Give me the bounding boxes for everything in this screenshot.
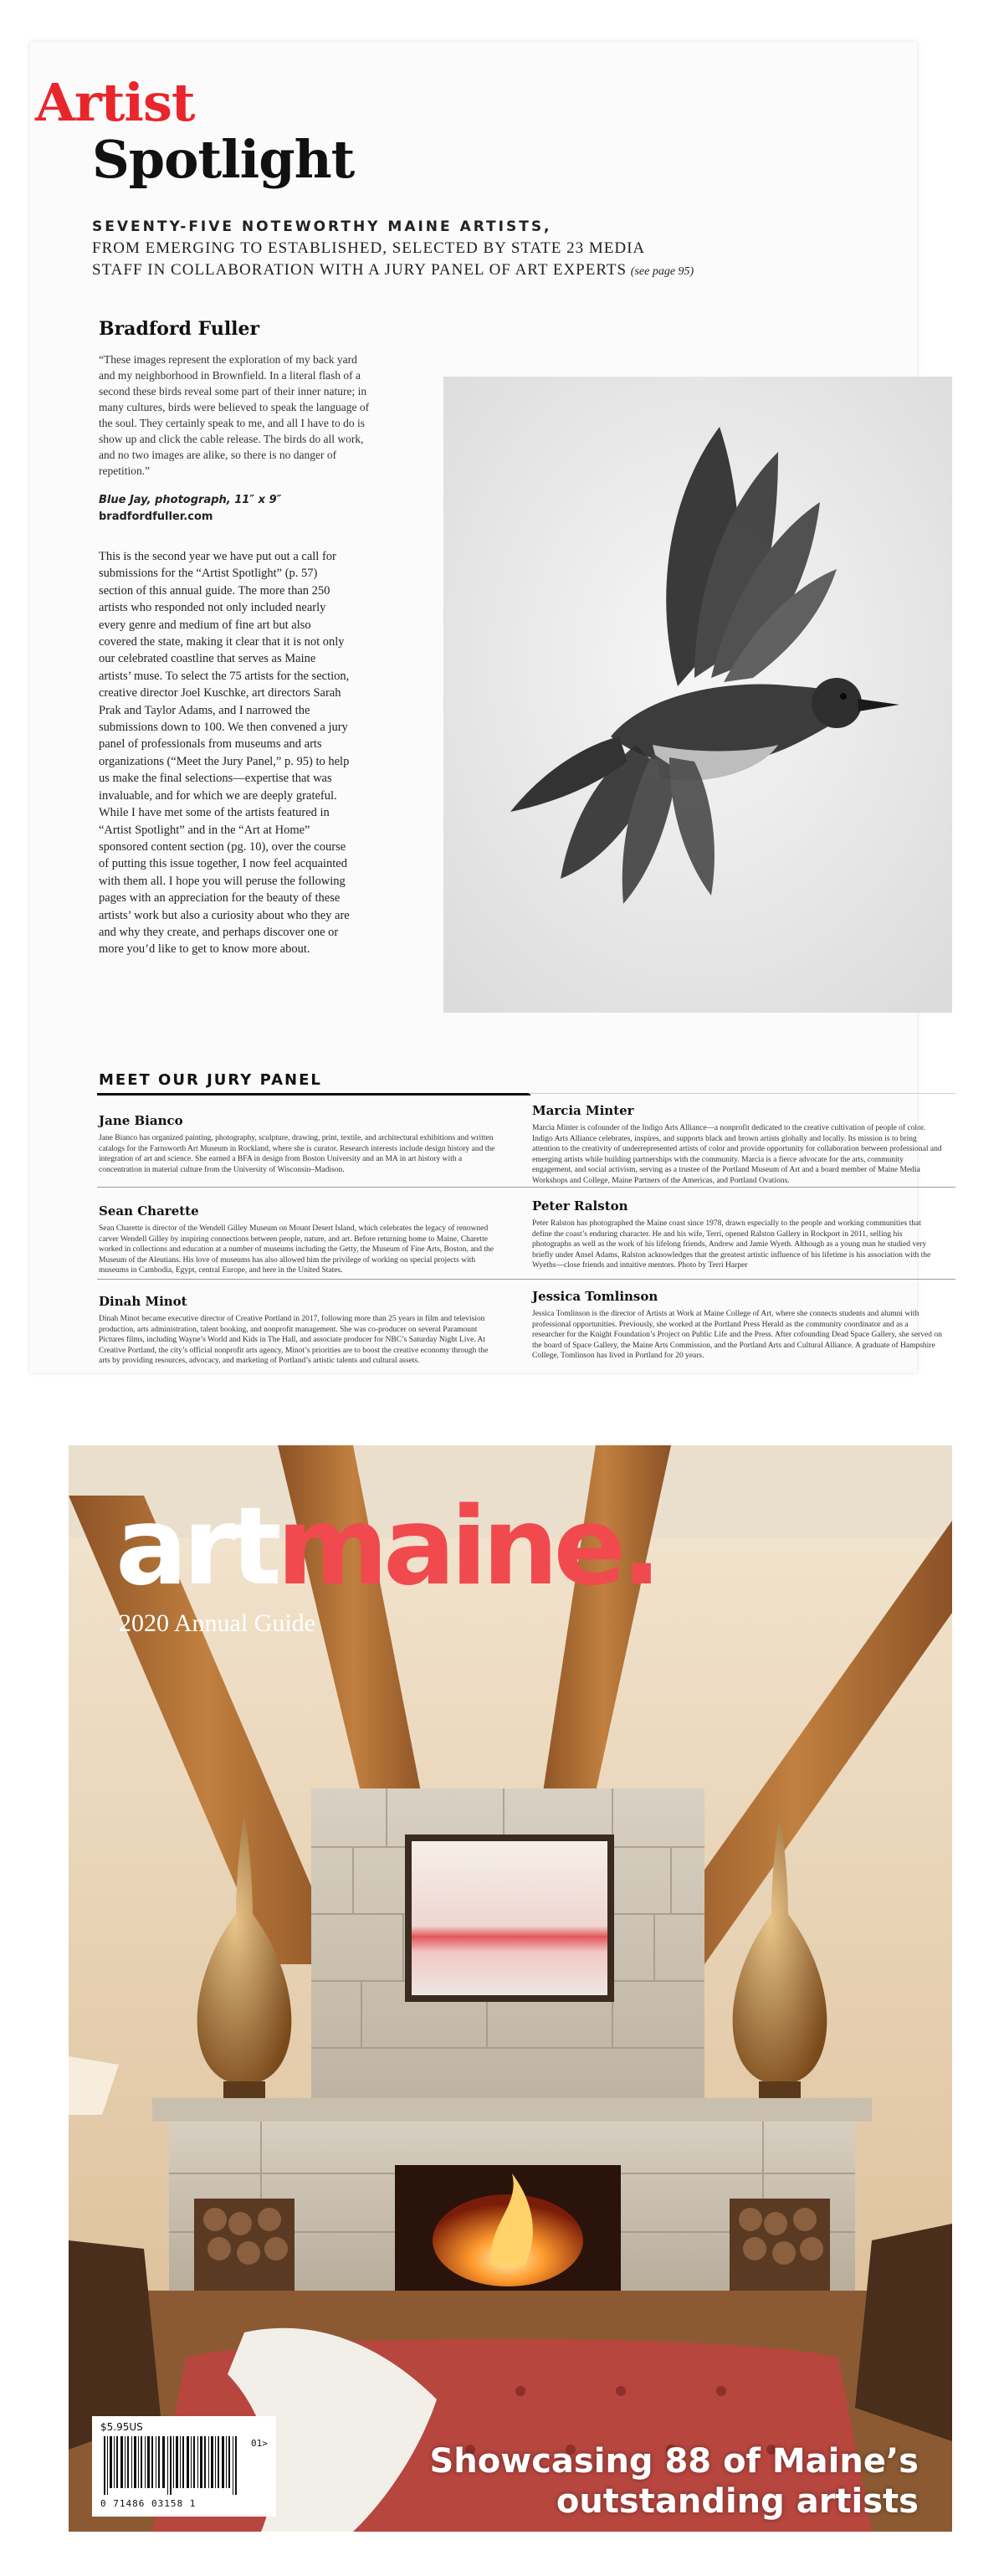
juror-jane-bianco [99, 1113, 500, 1175]
intro-lead: SEVENTY-FIVE NOTEWORTHY MAINE ARTISTS, [92, 218, 552, 235]
masthead-maine: maine. [276, 1485, 657, 1609]
artwork-caption: Blue Jay, photograph, 11″ x 9″ [99, 494, 282, 506]
masthead-art: art [115, 1485, 277, 1609]
blue-jay-image [443, 377, 952, 1013]
juror-marcia-minter [532, 1103, 942, 1186]
intro-text [92, 216, 694, 283]
editorial-body: This is the second year we have put out a call for submissions for the “Artist Spotlight” (p. 57) section of this annual guide. The more than 250 artists who responded not only included nearly every genre and medium of fine art but also covered the state, making it clear that it is not only our celebrated coastline that serves as Maine artists’ muse. To select the 75 artists for the section, creative director Joel Kuschke, art directors Sarah Prak and Taylor Adams, and I narrowed the submissions down to 100. We then convened a jury panel of professionals from museums and arts organizations (“Meet the Jury Panel,” p. 95) to help us make the final selections—expertise that was invaluable, and for which we are deeply grateful. While I have met some of the artists featured in “Artist Spotlight” and in the “Art at Home” sponsored content section (pg. 10), over the course of putting this issue together, I now feel acquainted with them all. I hope you will peruse the following pages with an appreciation for the beauty of these artists’ work but also a curiosity about who they are and why they create, and perhaps discover one or more you’d like to get to know more about. [99, 550, 350, 957]
juror-name: Marcia Minter [532, 1103, 634, 1118]
juror-bio: Dinah Minot became executive director of Creative Portland in 2017, following more than 25 years in film and television production, arts administration, talent booking, and nonprofit management. She was co-producer on several Paramount Pictures films, including Wayne’s World and Kids in The Hall, and associate producer for NBC’s Saturday Night Live. At Creative Portland, the city’s official nonprofit arts agency, Minot’s priorities are to boost the creative economy through the arts by providing resources, advocacy, and marketing of Portland’s artistic talents and cultural assets. [99, 1315, 489, 1365]
cover-masthead [115, 1485, 657, 1609]
artist-website: bradfordfuller.com [99, 511, 213, 523]
juror-name: Dinah Minot [99, 1294, 187, 1309]
jury-right-rule [529, 1093, 955, 1094]
cover-tagline: Showcasing 88 of Maine’s outstanding artists [429, 2442, 919, 2521]
barcode-icon [102, 2436, 244, 2495]
barcode-issue: 01> [251, 2438, 268, 2449]
juror-divider [530, 1187, 955, 1188]
juror-jessica-tomlinson [532, 1289, 942, 1362]
juror-divider [97, 1187, 530, 1188]
magazine-cover [69, 1445, 952, 2532]
juror-bio: Jessica Tomlinson is the director of Artists at Work at Maine College of Art, where she connects students and alumni with professional opportunities. Previously, she worked at the Portland Press Herald as the community coordinator and as a researcher for the Knight Foundation’s Project on Public Life and the Press. After cofounding Dead Space Gallery, she served on the board of Space Gallery, the Maine Arts Commission, and the Portland Arts and Cultural Alliance. A graduate of Hampshire College, Tomlinson has lived in Portland for 20 years. [532, 1310, 942, 1360]
title-spotlight: Spotlight [92, 129, 355, 190]
jury-panel-heading: MEET OUR JURY PANEL [99, 1071, 322, 1089]
juror-divider [530, 1279, 955, 1280]
juror-name: Sean Charette [99, 1203, 199, 1219]
juror-name: Jane Bianco [99, 1113, 183, 1128]
juror-name: Jessica Tomlinson [532, 1289, 658, 1304]
juror-bio: Jane Bianco has organized painting, photography, sculpture, drawing, print, textile, and architectural exhibitions and written catalogs for the Farnsworth Art Museum in Rockland, where she is curator. Research interests include design history and the integration of art and science. She earned a BFA in design from Boston University and an MA in art history with a concentration in material culture from the University of Wisconsin–Madison. [99, 1134, 495, 1174]
blue-jay-photograph [443, 377, 952, 1013]
juror-bio: Sean Charette is director of the Wendell Gilley Museum on Mount Desert Island, which celebrates the legacy of renowned carver Wendell Gilley by inspiring connections between people, nature, and art. Before returning home to Maine, Charette worked in collections and education at a number of museums including the Getty, the Museum of Fine Arts, Boston, and the Museum of the Aleutians. His love of museums has also allowed him the privilege of working on special projects with museums in Cambodia, Egypt, central Europe, and here in the United States. [99, 1224, 494, 1275]
juror-sean-charette [99, 1203, 500, 1276]
barcode-box [92, 2416, 276, 2517]
intro-see-page: (see page 95) [630, 265, 694, 278]
annual-guide-label: 2020 Annual Guide [119, 1609, 315, 1637]
intro-rest: FROM EMERGING TO ESTABLISHED, SELECTED BY STATE 23 MEDIA STAFF IN COLLABORATION WITH A JURY PANEL OF ART EXPERTS [92, 239, 645, 279]
juror-divider [97, 1279, 530, 1280]
artist-quote: “These images represent the exploration of my back yard and my neighborhood in Brownfield. In a literal flash of a second these birds reveal some part of their inner nature; in many cultures, birds were believed to speak the language of the soul. They certainly speak to me, and all I have to do is show up and click the cable release. The birds do all work, and no two images are alike, so there is no danger of repetition.” [99, 353, 370, 477]
juror-name: Peter Ralston [532, 1198, 628, 1214]
title-artist: Artist [35, 72, 195, 133]
juror-peter-ralston [532, 1198, 942, 1271]
juror-dinah-minot [99, 1294, 500, 1367]
juror-bio: Peter Ralston has photographed the Maine coast since 1978, drawn especially to the people and working communities that define the coast’s enduring character. He and his wife, Terri, opened Ralston Gallery in Rockport in 2011, selling his photographs as well as the work of his lifelong friends, Andrew and Jamie Wyeth. Although as a young man he studied very briefly under Ansel Adams, Ralston acknowledges that the greatest artistic influence of his lifetime is his association with the Wyeths—close friends and intuitive mentors. Photo by Terri Harper [532, 1219, 931, 1270]
jury-heading-rule [97, 1093, 530, 1096]
barcode-number: 0 71486 03158 1 [100, 2498, 197, 2509]
cover-price: $5.95US [100, 2421, 143, 2433]
juror-bio: Marcia Minter is cofounder of the Indigo Arts Alliance—a nonprofit dedicated to the creative cultivation of people of color. Indigo Arts Alliance celebrates, inspires, and supports black and brown artists globally and locally. Its mission is to bring attention to the creativity of underrepresented artists of color and provide opportunity for collaboration between professional and emerging artists while building partnerships with the community. Marcia is a fierce advocate for the arts, community engagement, and social activism, serving as a trustee of the Portland Museum of Art and a board member of Maine Media Workshops and College, Maine Partners of the Americas, and Portland Ovations. [532, 1124, 942, 1185]
artist-name: Bradford Fuller [99, 318, 260, 340]
